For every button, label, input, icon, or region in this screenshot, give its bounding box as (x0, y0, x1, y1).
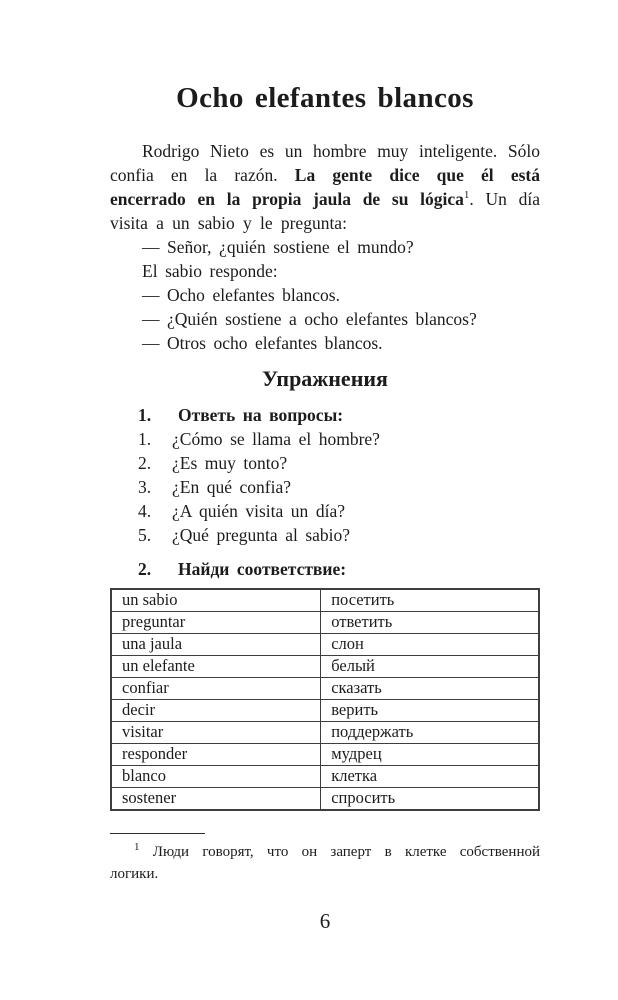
table-row (111, 612, 539, 634)
question-text: ¿En qué confia? (172, 477, 292, 497)
exercise-1-number: 1. (138, 405, 152, 425)
exercise-2-number: 2. (138, 559, 152, 579)
spanish-word-cell: un sabio (111, 589, 321, 612)
question-item (110, 475, 540, 499)
question-number: 2. (138, 453, 152, 473)
spanish-word-cell: decir (111, 700, 321, 722)
exercise-2-title: Найди соответствие: (178, 559, 347, 579)
question-text: ¿Cómo se llama el hombre? (172, 429, 380, 449)
exercise-2-heading (110, 557, 540, 581)
footnote (110, 833, 540, 885)
dialogue-line: — Otros ocho elefantes blancos. (142, 333, 383, 353)
russian-word-cell: посетить (321, 589, 539, 612)
russian-word-cell: верить (321, 700, 539, 722)
russian-word-cell: спросить (321, 788, 539, 811)
table-row (111, 678, 539, 700)
question-number: 1. (138, 429, 152, 449)
dialogue-line: El sabio responde: (142, 261, 278, 281)
exercise-2 (110, 557, 540, 811)
matching-table (110, 588, 540, 811)
table-row (111, 766, 539, 788)
table-row (111, 700, 539, 722)
exercise-1 (110, 403, 540, 547)
page-number: 6 (319, 909, 331, 933)
question-text: ¿Es muy tonto? (172, 453, 288, 473)
russian-word-cell: клетка (321, 766, 539, 788)
question-item (110, 427, 540, 451)
dialogue-line: — ¿Quién sostiene a ocho elefantes blancos? (142, 309, 477, 329)
dialogue-line: — Ocho elefantes blancos. (142, 285, 340, 305)
table-row (111, 656, 539, 678)
question-number: 5. (138, 525, 152, 545)
russian-word-cell: ответить (321, 612, 539, 634)
russian-word-cell: поддержать (321, 722, 539, 744)
story-lead-paragraph (110, 139, 540, 235)
russian-word-cell: белый (321, 656, 539, 678)
russian-word-cell: слон (321, 634, 539, 656)
table-row (111, 634, 539, 656)
russian-word-cell: мудрец (321, 744, 539, 766)
footnote-text (110, 841, 540, 885)
exercises-heading: Упражнения (262, 366, 388, 391)
question-number: 3. (138, 477, 152, 497)
exercise-1-title: Ответь на вопросы: (178, 405, 344, 425)
spanish-word-cell: sostener (111, 788, 321, 811)
table-row (111, 722, 539, 744)
spanish-word-cell: responder (111, 744, 321, 766)
spanish-word-cell: preguntar (111, 612, 321, 634)
story-paragraph-bold: La gente dice que él está encerrado en la propia jaula de su lógica (110, 165, 540, 209)
story-text (110, 139, 540, 355)
footnote-reference: 1 (463, 189, 470, 202)
question-text: ¿Qué pregunta al sabio? (172, 525, 351, 545)
page-content (110, 0, 540, 934)
footnote-body (140, 844, 153, 860)
footnote-content: Люди говорят, что он заперт в клетке собственной логики. (110, 844, 541, 882)
spanish-word-cell: una jaula (111, 634, 321, 656)
question-item (110, 451, 540, 475)
table-row (111, 744, 539, 766)
table-row (111, 788, 539, 811)
table-row (111, 589, 539, 612)
question-text: ¿A quién visita un día? (172, 501, 345, 521)
story-title: Ocho elefantes blancos (176, 82, 474, 114)
footnote-marker: 1 (134, 841, 140, 853)
exercise-1-heading (110, 403, 540, 427)
story-paragraph-part2: . Un día visita a un sabio y le pregunta: (110, 189, 540, 233)
spanish-word-cell: un elefante (111, 656, 321, 678)
matching-table-body (111, 589, 539, 810)
question-item (110, 499, 540, 523)
question-number: 4. (138, 501, 152, 521)
russian-word-cell: сказать (321, 678, 539, 700)
spanish-word-cell: blanco (111, 766, 321, 788)
story-paragraph-part1: Rodrigo Nieto es un hombre muy inteligente. Sólo confia en la razón. (110, 141, 540, 185)
question-item (110, 523, 540, 547)
spanish-word-cell: confiar (111, 678, 321, 700)
spanish-word-cell: visitar (111, 722, 321, 744)
footnote-divider (110, 833, 205, 834)
dialogue-line: — Señor, ¿quién sostiene el mundo? (142, 237, 414, 257)
